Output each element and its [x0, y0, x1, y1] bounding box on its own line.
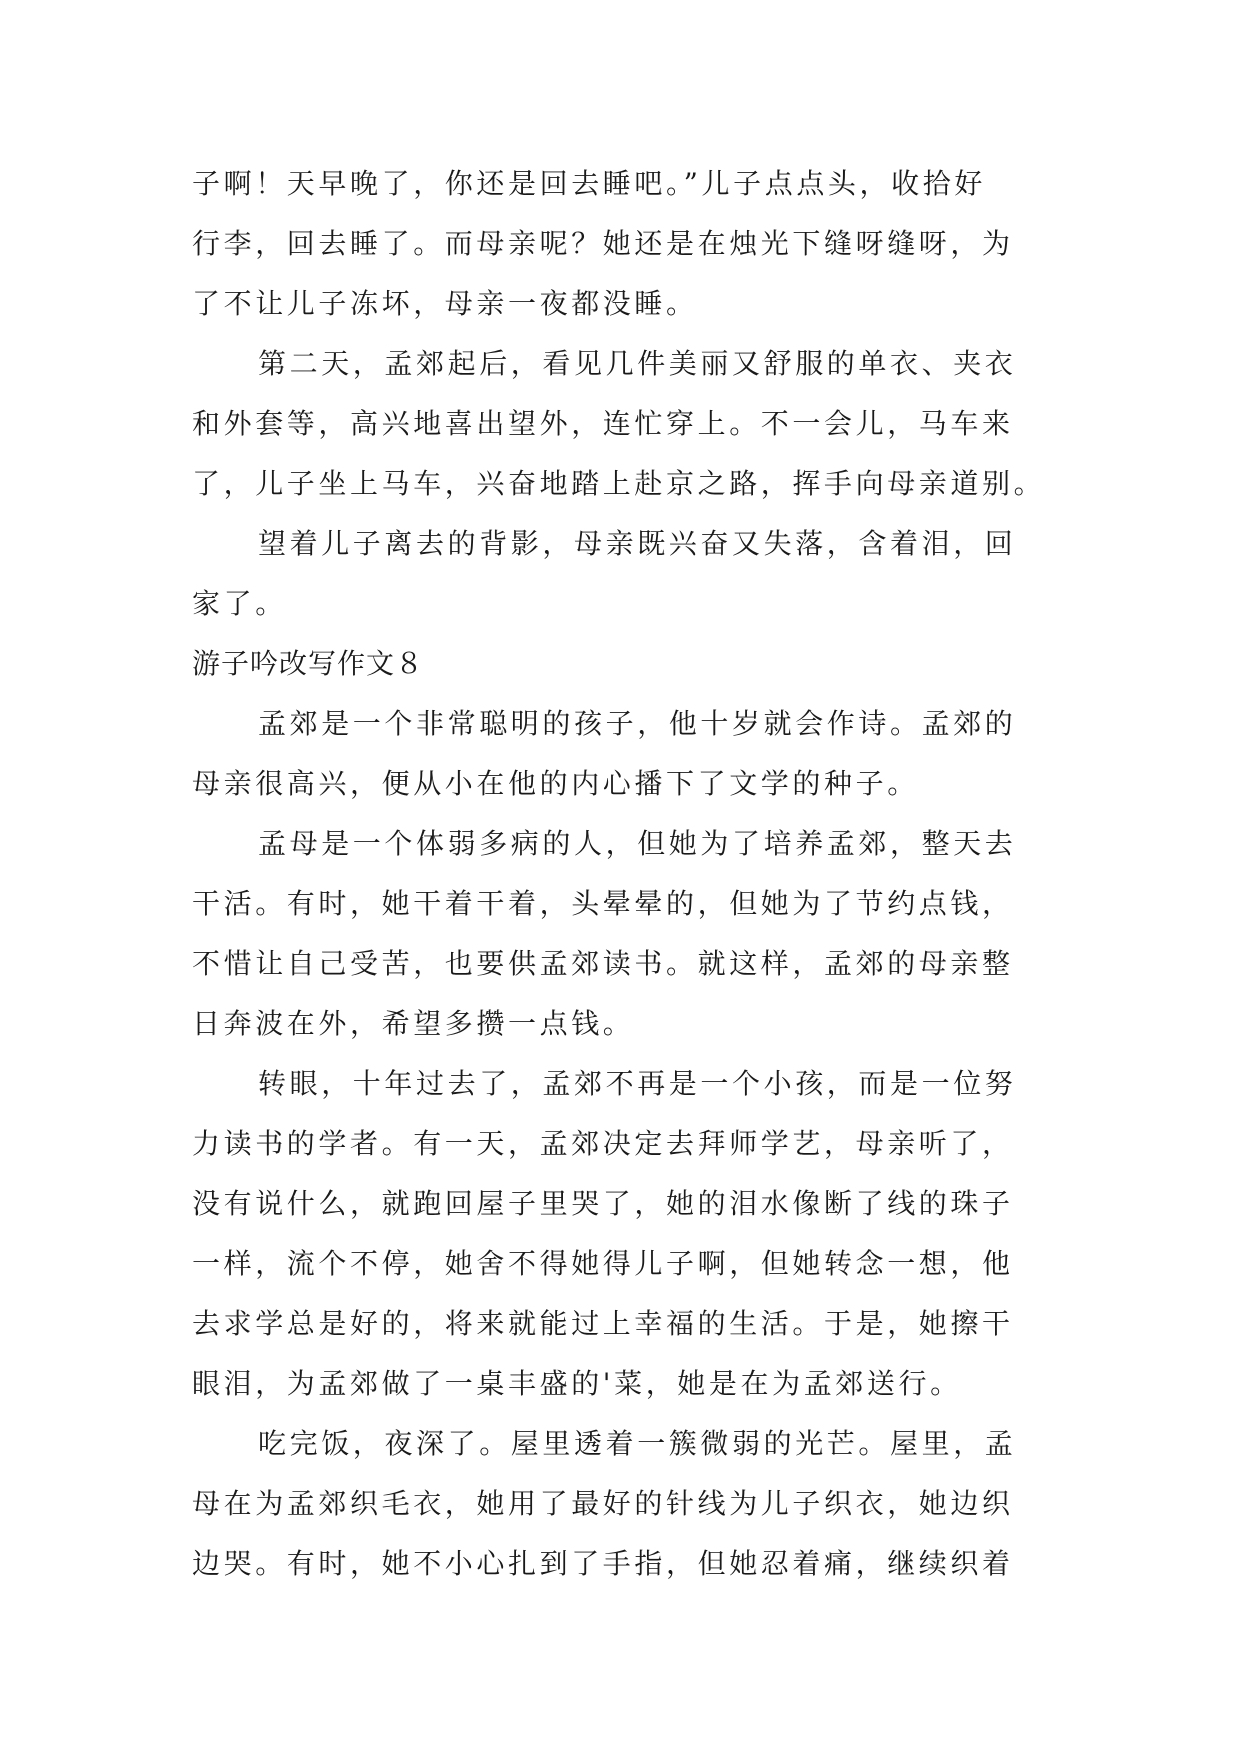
text-line: 去求学总是好的，将来就能过上幸福的生活。于是，她擦干 — [192, 1307, 1014, 1340]
text-line: 日奔波在外，希望多攒一点钱。 — [192, 1007, 635, 1040]
text-line: 眼泪，为孟郊做了一桌丰盛的'菜，她是在为孟郊送行。 — [192, 1367, 962, 1400]
text-line: 了，儿子坐上马车，兴奋地踏上赴京之路，挥手向母亲道别。 — [192, 467, 1046, 500]
text-line: 行李，回去睡了。而母亲呢？她还是在烛光下缝呀缝呀，为 — [192, 227, 1014, 260]
text-line: 和外套等，高兴地喜出望外，连忙穿上。不一会儿，马车来 — [192, 407, 1014, 440]
text-line: 了不让儿子冻坏，母亲一夜都没睡。 — [192, 287, 698, 320]
document-body — [192, 154, 1052, 1594]
text-line: 子啊！天早晚了，你还是回去睡吧。”儿子点点头，收拾好 — [192, 167, 986, 200]
text-line: 母在为孟郊织毛衣，她用了最好的针线为儿子织衣，她边织 — [192, 1487, 1014, 1520]
text-line: 没有说什么，就跑回屋子里哭了，她的泪水像断了线的珠子 — [192, 1187, 1014, 1220]
text-line: 一样，流个不停，她舍不得她得儿子啊，但她转念一想，他 — [192, 1247, 1014, 1280]
text-line: 望着儿子离去的背影，母亲既兴奋又失落，含着泪，回 — [258, 527, 1017, 560]
text-line: 家了。 — [192, 587, 287, 620]
section-heading: 游子吟改写作文８ — [192, 647, 425, 680]
text-line: 孟郊是一个非常聪明的孩子，他十岁就会作诗。孟郊的 — [258, 707, 1017, 740]
text-line: 母亲很高兴，便从小在他的内心播下了文学的种子。 — [192, 767, 919, 800]
text-line: 转眼，十年过去了，孟郊不再是一个小孩，而是一位努 — [258, 1067, 1017, 1100]
text-line: 孟母是一个体弱多病的人，但她为了培养孟郊，整天去 — [258, 827, 1017, 860]
text-line: 第二天，孟郊起后，看见几件美丽又舒服的单衣、夹衣 — [258, 347, 1017, 380]
text-line: 边哭。有时，她不小心扎到了手指，但她忍着痛，继续织着 — [192, 1547, 1014, 1580]
text-line: 吃完饭，夜深了。屋里透着一簇微弱的光芒。屋里，孟 — [258, 1427, 1017, 1460]
text-line: 力读书的学者。有一天，孟郊决定去拜师学艺，母亲听了， — [192, 1127, 1014, 1160]
text-line: 干活。有时，她干着干着，头晕晕的，但她为了节约点钱， — [192, 887, 1014, 920]
text-line: 不惜让自己受苦，也要供孟郊读书。就这样，孟郊的母亲整 — [192, 947, 1014, 980]
